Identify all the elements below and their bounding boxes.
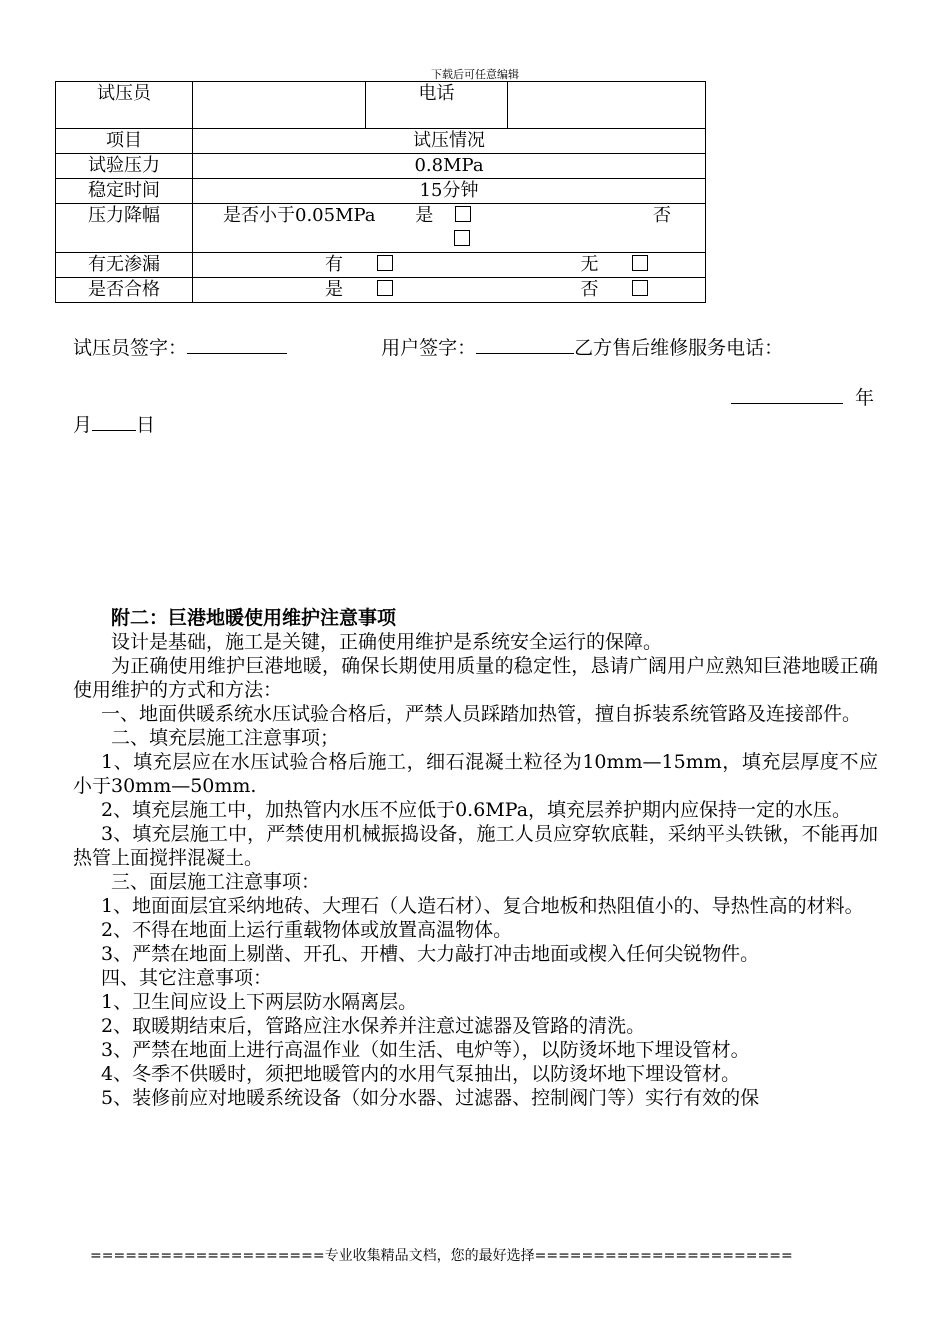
test-pressure-value: 0.8MPa: [193, 154, 706, 179]
pressure-drop-cell: [193, 204, 706, 253]
item-header: 项目: [56, 129, 193, 154]
leak-no-checkbox[interactable]: [632, 255, 648, 271]
paragraph: 5、装修前应对地暖系统设备（如分水器、过滤器、控制阀门等）实行有效的保: [101, 1087, 760, 1109]
user-signature-label: 用户签字：: [381, 337, 477, 359]
tester-signature-label: 试压员签字：: [73, 337, 188, 359]
appendix-title: 附二：巨港地暖使用维护注意事项: [111, 607, 397, 629]
paragraph: 一、地面供暖系统水压试验合格后，严禁人员踩踏加热管，擅自拆装系统管路及连接部件。: [101, 703, 862, 725]
footer-note: ====================专业收集精品文档，您的最好选择======================: [90, 1248, 793, 1264]
pass-label: 是否合格: [56, 278, 193, 303]
user-signature-field[interactable]: [476, 333, 574, 354]
pass-yes-label: 是: [325, 279, 343, 300]
section-heading: 二、填充层施工注意事项；: [111, 727, 340, 749]
stable-time-label: 稳定时间: [56, 179, 193, 204]
tester-value[interactable]: [193, 82, 366, 129]
year-label: 年: [855, 387, 875, 409]
leak-label: 有无渗漏: [56, 253, 193, 278]
pressure-drop-label: 压力降幅: [56, 204, 193, 253]
appendix: [73, 606, 878, 1110]
drop-yes-checkbox[interactable]: [455, 206, 471, 222]
pass-no-checkbox[interactable]: [632, 280, 648, 296]
month-label: 月: [73, 414, 93, 436]
tester-label: 试压员: [56, 82, 193, 129]
tester-signature-field[interactable]: [187, 333, 287, 354]
date-month-line: [73, 410, 155, 437]
paragraph: 1、卫生间应设上下两层防水隔离层。: [101, 991, 418, 1013]
paragraph: 设计是基础，施工是关键，正确使用维护是系统安全运行的保障。: [111, 631, 663, 653]
paragraph: 2、不得在地面上运行重载物体或放置高温物体。: [101, 919, 513, 941]
pressure-test-table: [55, 81, 706, 303]
section-heading: 三、面层施工注意事项：: [111, 871, 321, 893]
drop-yes-label: 是: [415, 205, 434, 226]
paragraph: 为正确使用维护巨港地暖，确保长期使用质量的稳定性，恳请广阔用户应熟知巨港地暖正确使用维护的方式和方法：: [73, 655, 878, 701]
signature-line: [73, 333, 783, 360]
header-note: 下载后可任意编辑: [431, 68, 519, 81]
date-year-line: [731, 383, 874, 410]
paragraph: 2、取暖期结束后，管路应注水保养并注意过滤器及管路的清洗。: [101, 1015, 646, 1037]
leak-no-label: 无: [580, 254, 599, 275]
day-label: 日: [136, 414, 156, 436]
drop-no-label: 否: [653, 205, 671, 226]
paragraph: 3、填充层施工中，严禁使用机械振捣设备，施工人员应穿软底鞋，采纳平头铁锹，不能再加热管上面搅拌混凝土。: [73, 823, 878, 869]
paragraph: 3、严禁在地面上进行高温作业（如生活、电炉等），以防烫坏地下埋设管材。: [101, 1039, 750, 1061]
paragraph: 3、严禁在地面上剔凿、开孔、开槽、大力敲打冲击地面或楔入任何尖锐物件。: [101, 943, 760, 965]
section-heading: 四、其它注意事项：: [101, 967, 273, 989]
pressure-drop-question: 是否小于0.05MPa: [223, 205, 376, 226]
leak-cell: [193, 253, 706, 278]
paragraph: 2、填充层施工中，加热管内水压不应低于0.6MPa，填充层养护期内应保持一定的水压。: [101, 799, 852, 821]
stable-time-value: 15分钟: [193, 179, 706, 204]
paragraph: 4、冬季不供暖时，须把地暖管内的水用气泵抽出，以防烫坏地下埋设管材。: [101, 1063, 741, 1085]
paragraph: 1、填充层应在水压试验合格后施工，细石混凝土粒径为10mm—15mm，填充层厚度不应小于30mm—50mm.: [73, 751, 878, 797]
phone-label: 电话: [366, 82, 508, 129]
service-phone-label: 乙方售后维修服务电话：: [574, 337, 784, 359]
phone-value[interactable]: [508, 82, 706, 129]
paragraph: 1、地面面层宜采纳地砖、大理石（人造石材）、复合地板和热阻值小的、导热性高的材料。: [101, 895, 864, 917]
drop-no-checkbox[interactable]: [454, 230, 470, 246]
leak-yes-checkbox[interactable]: [377, 255, 393, 271]
leak-yes-label: 有: [325, 254, 343, 275]
test-pressure-label: 试验压力: [56, 154, 193, 179]
year-field[interactable]: [731, 383, 843, 404]
status-header: 试压情况: [193, 129, 706, 154]
pass-cell: [193, 278, 706, 303]
pass-yes-checkbox[interactable]: [377, 280, 393, 296]
pass-no-label: 否: [580, 279, 599, 300]
month-field[interactable]: [92, 410, 136, 431]
